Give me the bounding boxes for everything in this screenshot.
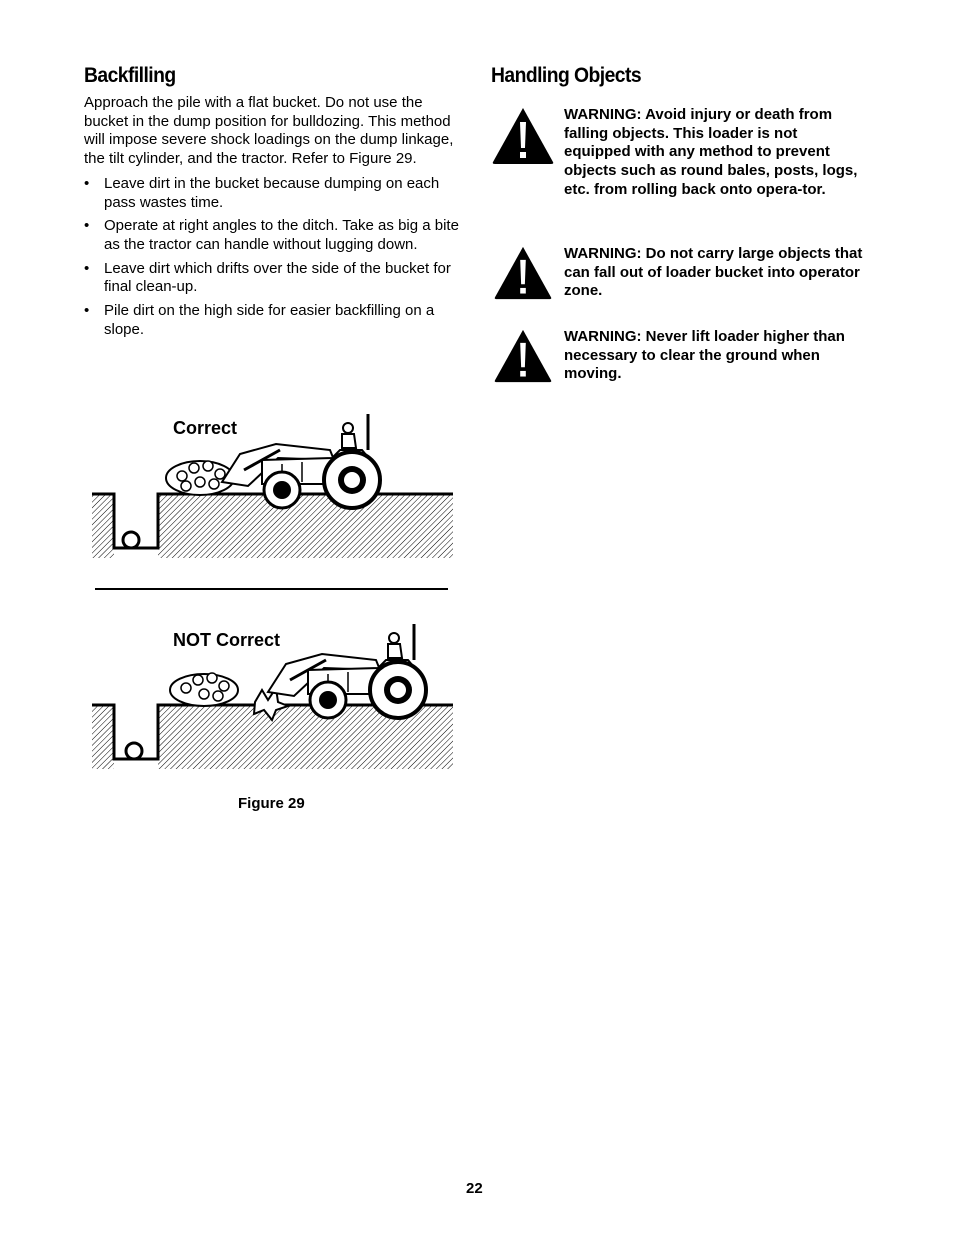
warning-block <box>491 245 871 305</box>
pipe <box>126 743 142 759</box>
pipe <box>123 532 139 548</box>
bullet-marker: • <box>84 217 90 235</box>
warning-block <box>491 328 871 388</box>
backfilling-heading: Backfilling <box>84 64 176 87</box>
warning-block <box>491 106 871 226</box>
list-item: • Operate at right angles to the ditch. Take as big a bite as the tractor can handle without lugging down. <box>84 217 459 253</box>
page-number: 22 <box>466 1180 483 1197</box>
warning-triangle-icon <box>491 245 555 301</box>
dirt-pile <box>170 673 238 706</box>
handling-objects-heading: Handling Objects <box>491 64 642 87</box>
figure-label-correct: Correct <box>173 418 238 438</box>
figure-label-not-correct: NOT Correct <box>173 630 281 650</box>
warning-triangle-icon <box>491 106 555 166</box>
list-item: • Leave dirt which drifts over the side of the bucket for final clean-up. <box>84 259 451 296</box>
list-item: • Leave dirt in the bucket because dumping on each pass wastes time. <box>84 174 440 211</box>
backfilling-intro: Approach the pile with a flat bucket. Do not use the bucket in the dump position for bulldozing. This method will impose severe shock loadings on the dump linkage, the tilt cylinder, and the tractor. Refer to Figure 29. <box>84 94 454 168</box>
bullet-marker: • <box>84 259 90 277</box>
figure-caption: Figure 29 <box>238 795 305 812</box>
bullet-marker: • <box>84 302 90 320</box>
warning-text: WARNING: Never lift loader higher than necessary to clear the ground when moving. <box>564 328 845 383</box>
list-item: • Pile dirt on the high side for easier backfilling on a slope. <box>84 302 435 338</box>
correct-panel <box>92 414 453 558</box>
warning-text: WARNING: Do not carry large objects that can fall out of loader bucket into operator zone. <box>564 245 863 300</box>
warning-triangle-icon <box>491 328 555 384</box>
bullet-marker: • <box>84 174 90 192</box>
handling-objects-section <box>491 64 871 383</box>
warning-text: WARNING: Avoid injury or death from falling objects. This loader is not equipped with any method to prevent objects such as round bales, posts, logs, etc. from rolling back onto opera-tor. <box>564 106 858 198</box>
